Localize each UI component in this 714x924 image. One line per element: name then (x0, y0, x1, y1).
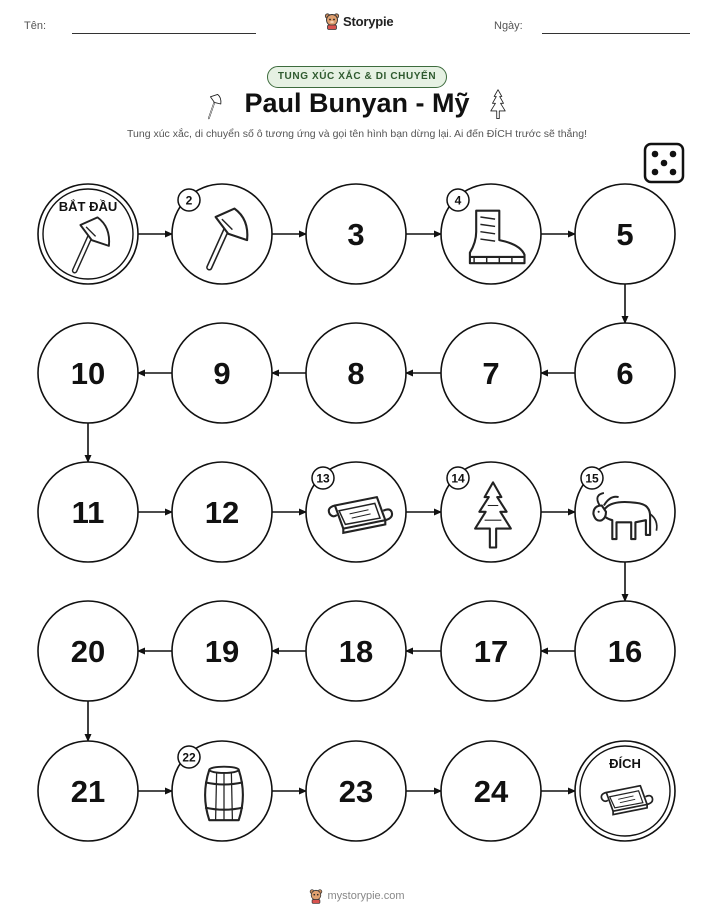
board-space-14[interactable] (441, 462, 541, 562)
name-label: Tên: (24, 20, 47, 32)
space-number: 11 (71, 495, 105, 530)
board-space-18[interactable] (306, 601, 406, 701)
space-number: 22 (182, 750, 196, 765)
space-number: 23 (338, 774, 374, 809)
space-number: 3 (347, 217, 365, 252)
board-space-8[interactable] (306, 323, 406, 423)
space-number: 2 (185, 193, 193, 208)
space-number: 12 (204, 495, 240, 530)
board-space-16[interactable] (575, 601, 675, 701)
board-space-4[interactable] (441, 184, 541, 284)
space-number: 21 (70, 774, 106, 809)
board-space-22[interactable] (172, 741, 272, 841)
instructions-text: Tung xúc xắc, di chuyển số ô tương ứng và gọi tên hình bạn dừng lại. Ai đến ĐÍCH trước sẽ thắng! (126, 128, 587, 140)
space-number: 13 (316, 471, 330, 486)
start-label: BẮT ĐẦU (58, 199, 118, 214)
date-label: Ngày: (494, 20, 523, 32)
space-number: 24 (473, 774, 509, 809)
finish-space[interactable] (575, 741, 675, 841)
board-space-24[interactable] (441, 741, 541, 841)
space-number: 17 (473, 634, 509, 669)
space-number: 20 (70, 634, 106, 669)
board-space-13[interactable] (306, 462, 406, 562)
space-number: 6 (616, 356, 634, 391)
board-space-15[interactable] (575, 462, 675, 562)
board-space-23[interactable] (306, 741, 406, 841)
board-space-3[interactable] (306, 184, 406, 284)
space-number: 4 (454, 193, 462, 208)
game-type-badge: TUNG XÚC XẮC & DI CHUYỂN (267, 66, 447, 88)
footer (0, 888, 714, 904)
board-space-17[interactable] (441, 601, 541, 701)
space-number: 10 (70, 356, 106, 391)
board-space-5[interactable] (575, 184, 675, 284)
page-title: Paul Bunyan - Mỹ (244, 88, 470, 118)
board-space-12[interactable] (172, 462, 272, 562)
board-space-20[interactable] (38, 601, 138, 701)
board-space-2[interactable] (172, 184, 272, 284)
space-number: 16 (607, 634, 643, 669)
board-space-10[interactable] (38, 323, 138, 423)
mascot-icon (309, 888, 323, 904)
finish-label: ĐÍCH (609, 756, 641, 771)
space-number: 7 (482, 356, 500, 391)
barrel-icon (205, 767, 243, 821)
brand-name: Storypie (343, 13, 394, 29)
start-space[interactable] (38, 184, 138, 284)
space-number: 18 (338, 634, 374, 669)
board-space-9[interactable] (172, 323, 272, 423)
space-number: 15 (585, 471, 599, 486)
space-number: 8 (347, 356, 365, 391)
space-number: 19 (204, 634, 240, 669)
space-number: 5 (616, 217, 634, 252)
space-number: 14 (451, 471, 465, 486)
footer-url: mystorypie.com (327, 890, 405, 902)
board-space-6[interactable] (575, 323, 675, 423)
board-space-7[interactable] (441, 323, 541, 423)
board-space-19[interactable] (172, 601, 272, 701)
board-space-11[interactable] (38, 462, 138, 562)
space-number: 9 (213, 356, 231, 391)
board-space-21[interactable] (38, 741, 138, 841)
